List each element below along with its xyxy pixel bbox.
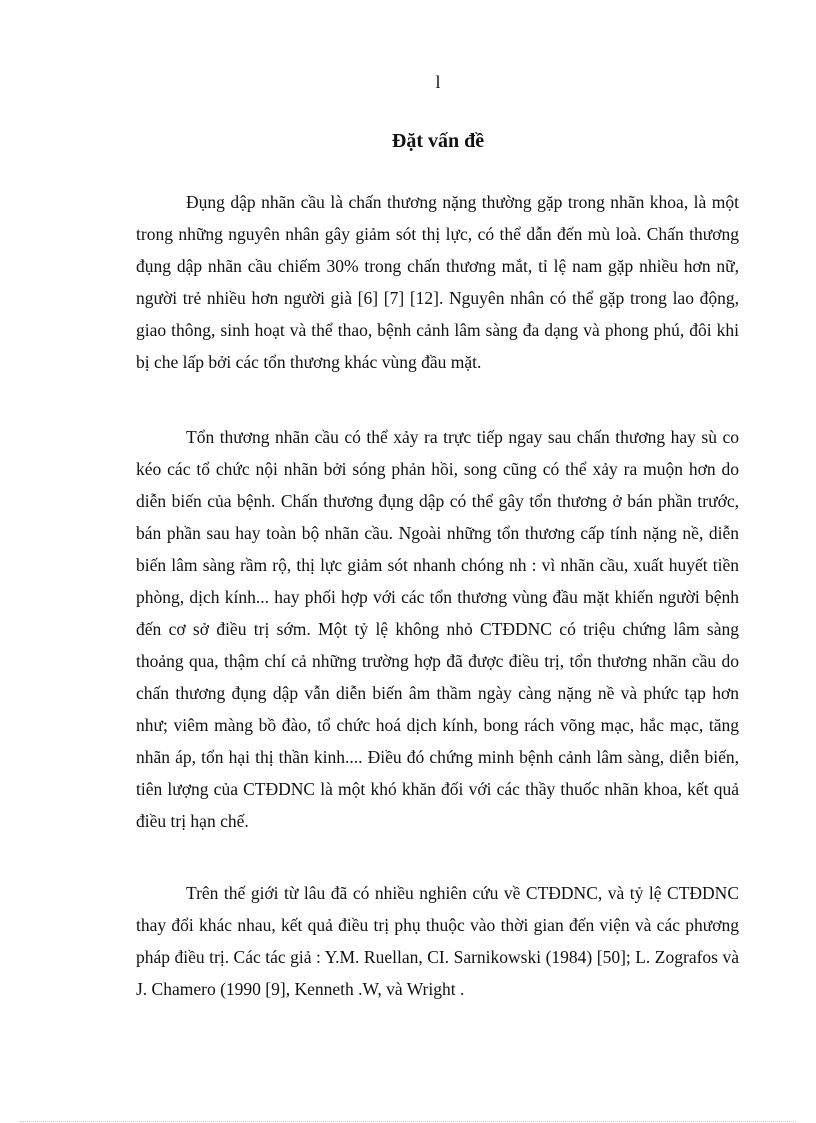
paragraph: Đụng dập nhãn cầu là chấn thương nặng thường gặp trong nhãn khoa, là một trong những nguyên nhân gây giảm sót thị lực, có thể dẫn đến mù loà. Chấn thương đụng dập nhãn cầu chiếm 30% trong chấn thương mắt, tỉ lệ nam gặp nhiều hơn nữ, người trẻ nhiều hơn người già [6] [7] [12]. Nguyên nhân có thể gặp trong lao động, giao thông, sinh hoạt và thể thao, bệnh cảnh lâm sàng đa dạng và phong phú, đôi khi bị che lấp bởi các tổn thương khác vùng đầu mặt. [136, 192, 739, 372]
paragraph: Tổn thương nhãn cầu có thể xảy ra trực tiếp ngay sau chấn thương hay sù co kéo các tổ chức nội nhãn bởi sóng phản hồi, song cũng có thể xảy ra muộn hơn do diễn biến của bệnh. Chấn thương đụng dập có thể gây tổn thương ở bán phần trước, bán phần sau hay toàn bộ nhãn cầu. Ngoài những tổn thương cấp tính nặng nề, diễn biến lâm sàng rầm rộ, thị lực giảm sót nhanh chóng nh : vì nhãn cầu, xuất huyết tiền phòng, dịch kính... hay phối hợp với các tổn thương vùng đầu mặt khiến người bệnh đến cơ sở điều trị sớm. Một tỷ lệ không nhỏ CTĐDNC có triệu chứng lâm sàng thoảng qua, thậm chí cả những trường hợp đã được điều trị, tổn thương nhãn cầu do chấn thương đụng dập vẫn diễn biến âm thầm ngày càng nặng nề và phức tạp hơn như; viêm màng bồ đào, tổ chức hoá dịch kính, bong rách võng mạc, hắc mạc, tăng nhãn áp, tổn hại thị thần kinh.... Điều đó chứng minh bệnh cảnh lâm sàng, diễn biến, tiên lượng của CTĐDNC là một khó khăn đối với các thầy thuốc nhãn khoa, kết quả điều trị hạn chế. [136, 427, 739, 831]
paragraph-2-container [136, 421, 739, 837]
section-title: Đặt vấn đề [391, 130, 485, 152]
paragraph-1-container [136, 186, 739, 378]
paragraph-3-container [136, 877, 739, 1005]
page-bottom-divider [20, 1121, 796, 1122]
paragraph: Trên thế giới từ lâu đã có nhiều nghiên cứu về CTĐDNC, và tỷ lệ CTĐDNC thay đổi khác nhau, kết quả điều trị phụ thuộc vào thời gian đến viện và các phương pháp điều trị. Các tác giả : Y.M. Ruellan, CI. Sarnikowski (1984) [50]; L. Zografos và J. Chamero (1990 [9], Kenneth .W, và Wright . [136, 883, 739, 999]
page-number: l [435, 72, 441, 92]
